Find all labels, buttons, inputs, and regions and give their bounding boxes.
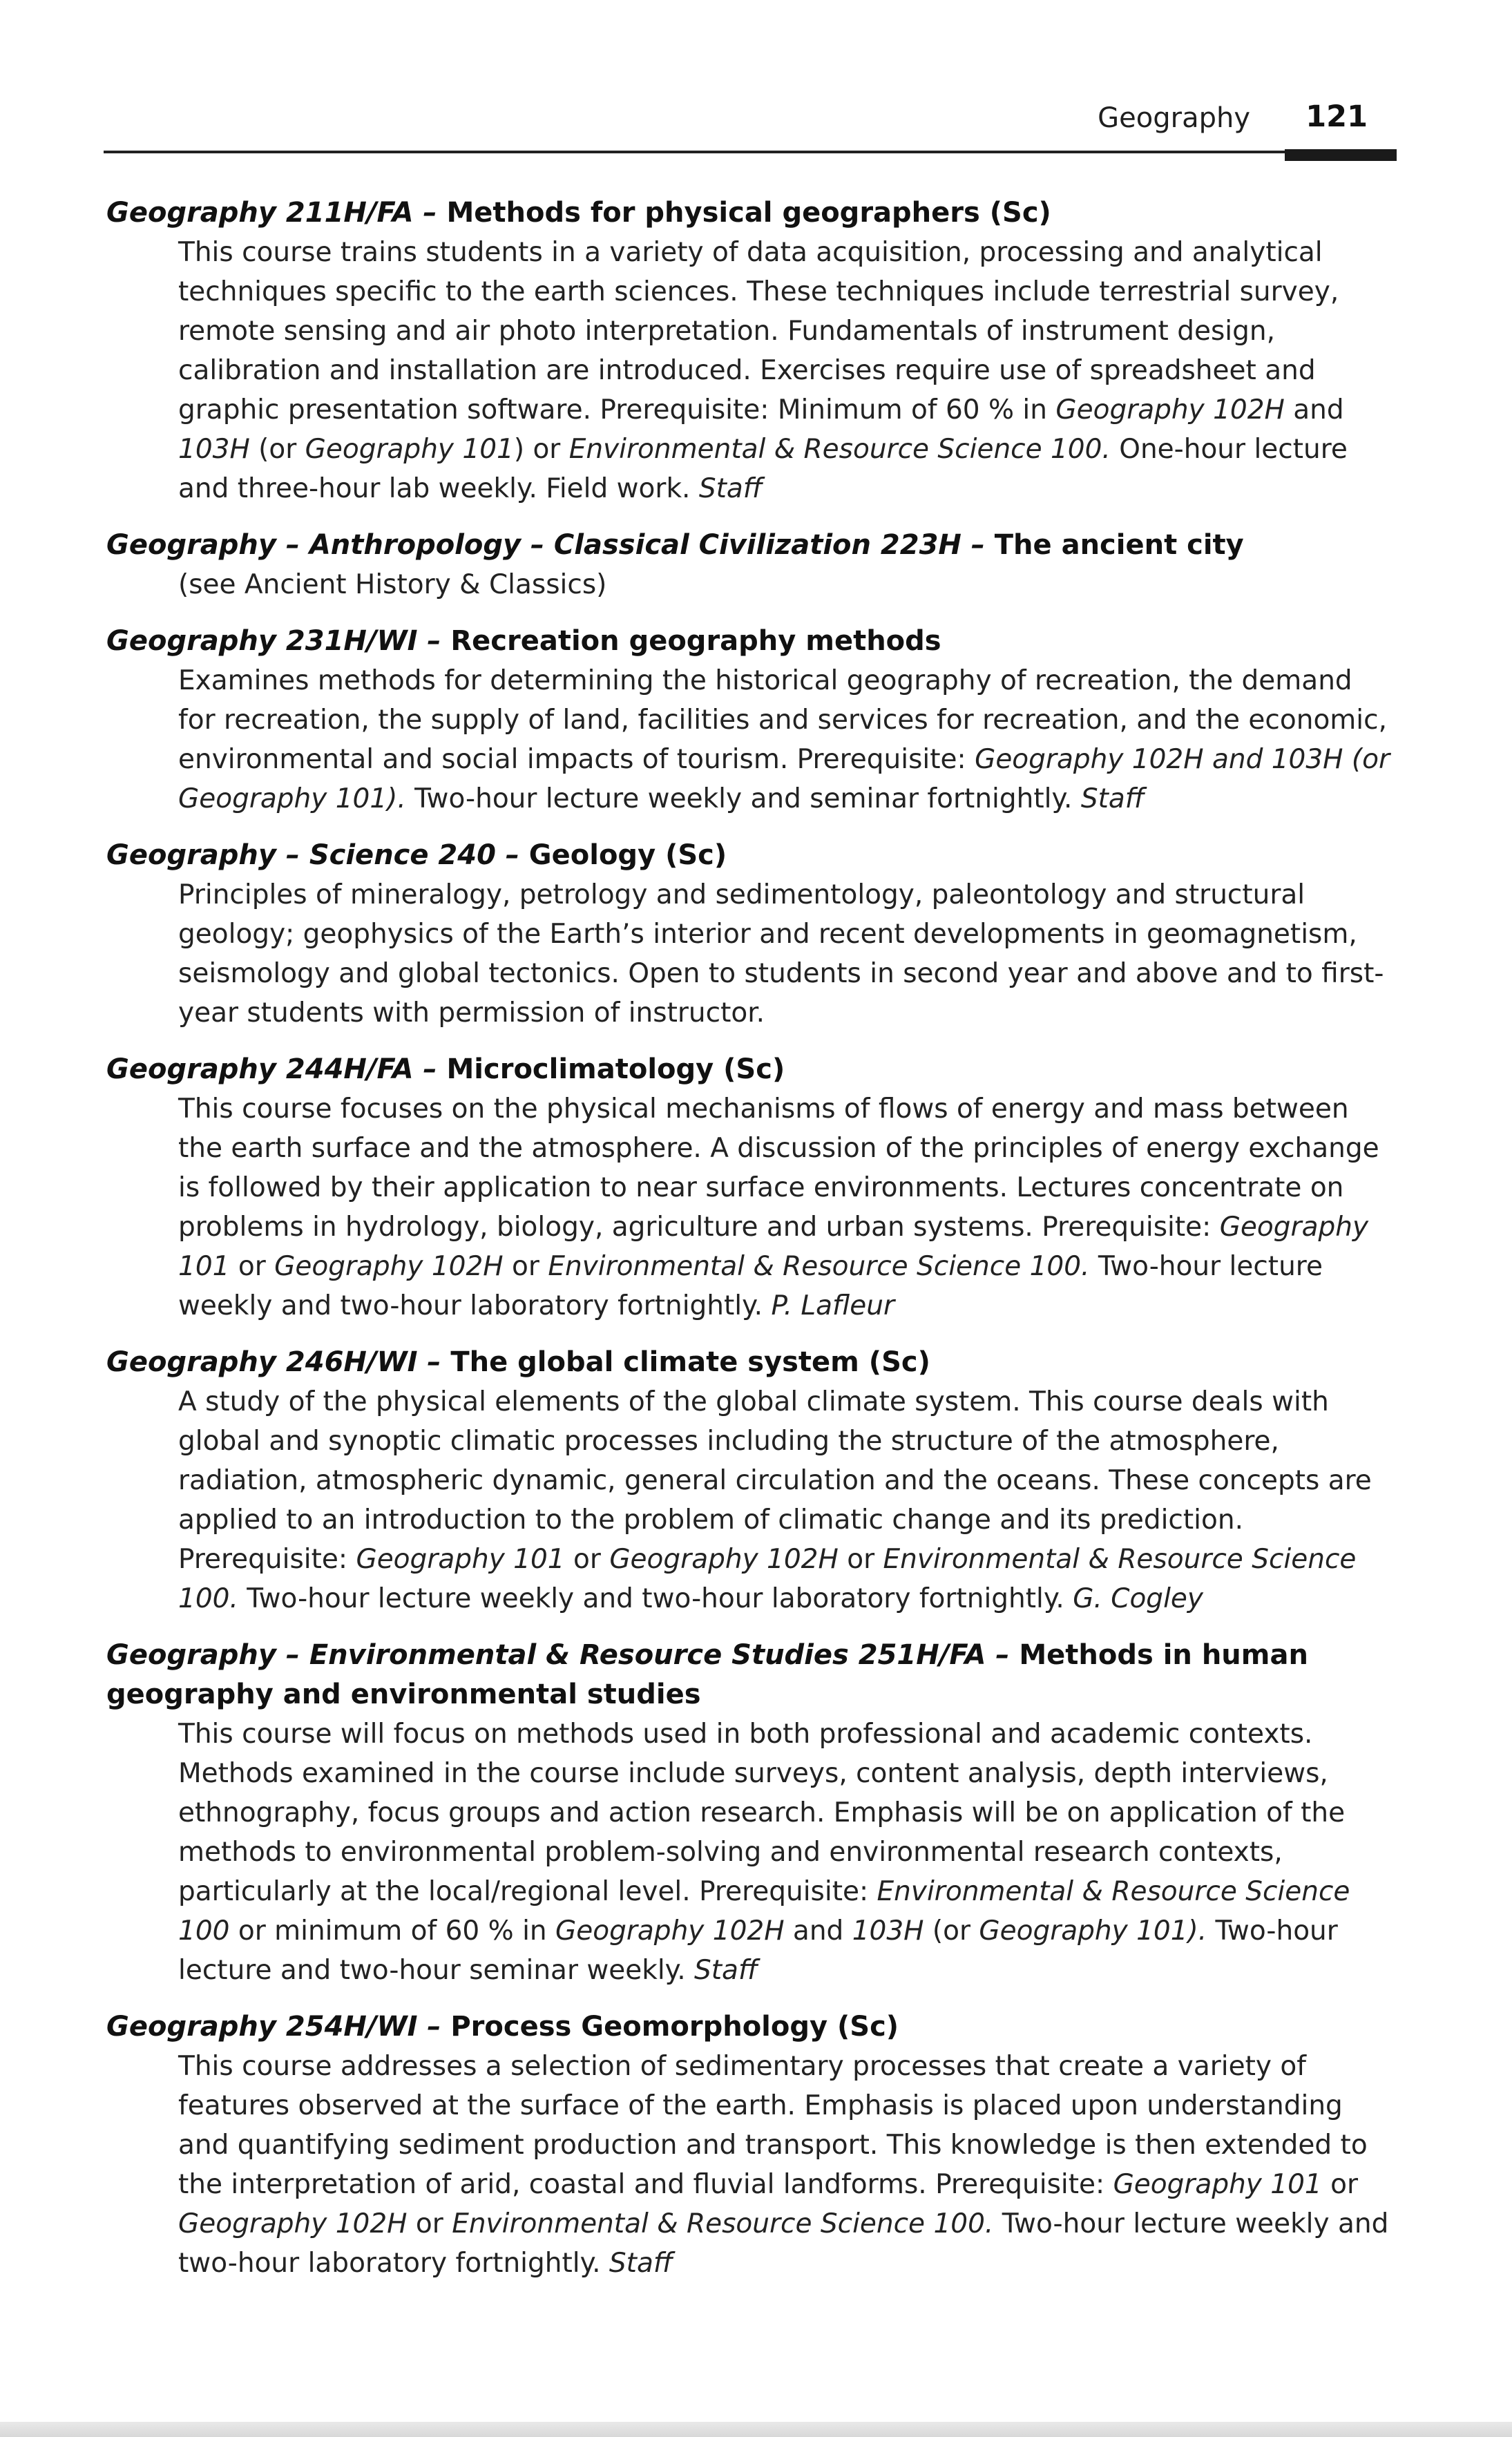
course-list	[106, 193, 1391, 2300]
course-description	[178, 565, 1391, 604]
course-reference: Staff	[694, 1955, 758, 1986]
course-reference: Environmental & Resource Science 100	[178, 1876, 1350, 1947]
description-text: Two-hour lecture weekly and two-hour laboratory fortnightly.	[238, 1583, 1073, 1614]
course-entry	[106, 2007, 1391, 2283]
course-code: Geography 231H/WI –	[106, 625, 441, 657]
course-code: Geography 244H/FA –	[106, 1053, 437, 1085]
course-code: Geography – Science 240 –	[106, 839, 519, 871]
course-reference: Staff	[1080, 783, 1145, 814]
course-code: Geography – Environmental & Resource Studies 251H/FA –	[106, 1639, 1010, 1671]
description-text: or	[229, 1251, 275, 1282]
description-text: (or	[249, 434, 305, 465]
course-entry	[106, 1636, 1391, 1990]
course-reference: Geography 101	[305, 434, 514, 465]
course-reference: Geography 102H	[274, 1251, 504, 1282]
course-description	[178, 1714, 1391, 1990]
description-text: This course trains students in a variety of data acquisition, processing and analytical techniques specific to the earth sciences. These techniques include terrestrial survey, remote sensing and air photo interpretation. Fundamentals of instrument design, calibration and installation are introduced. Exercises require use of spreadsheet and graphic presentation software. Prerequisite: Minimum of 60 % in	[178, 237, 1339, 426]
description-text: Two-hour lecture weekly and two-hour laboratory fortnightly.	[178, 2208, 1389, 2279]
course-reference: G. Cogley	[1073, 1583, 1203, 1614]
course-entry	[106, 193, 1391, 508]
course-heading	[106, 2007, 1391, 2047]
course-code: Geography – Anthropology – Classical Civilization 223H –	[106, 529, 985, 561]
course-reference: P. Lafleur	[771, 1290, 894, 1321]
description-text: One-hour lecture and three-hour lab weekly. Field work.	[178, 434, 1348, 504]
course-reference: Geography 102H and 103H (or Geography 101).	[178, 744, 1390, 814]
course-reference: Geography 101	[1113, 2169, 1322, 2200]
course-title: The global climate system (Sc)	[450, 1346, 930, 1378]
description-text: Principles of mineralogy, petrology and sedimentology, paleontology and structural geology; geophysics of the Earth’s interior and recent developments in geomagnetism, seismology and global tectonics. Open to students in second year and above and to first-year students with permission of instructor.	[178, 879, 1384, 1029]
course-entry	[106, 526, 1391, 604]
course-heading	[106, 1050, 1391, 1089]
page-bottom-edge	[0, 2422, 1512, 2437]
course-description	[178, 875, 1391, 1033]
course-reference: Environmental & Resource Science 100.	[452, 2208, 994, 2239]
course-reference: 103H	[852, 1915, 924, 1947]
course-reference: Geography 102H	[555, 1915, 785, 1947]
course-heading	[106, 193, 1391, 233]
course-heading	[106, 526, 1391, 565]
course-reference: Geography 102H	[178, 2208, 408, 2239]
description-text: This course will focus on methods used in both professional and academic contexts. Methods examined in the course include surveys, content analysis, depth interviews, ethnography, focus groups and action research. Emphasis will be on application of the methods to environmental problem-solving and environmental research contexts, particularly at the local/regional level. Prerequisite:	[178, 1719, 1346, 1907]
description-text: and	[784, 1915, 852, 1947]
course-reference: Staff	[609, 2248, 673, 2279]
course-heading	[106, 1636, 1391, 1714]
course-code: Geography 246H/WI –	[106, 1346, 441, 1378]
description-text: Two-hour lecture weekly and two-hour laboratory fortnightly.	[178, 1251, 1323, 1321]
description-text: Two-hour lecture and two-hour seminar weekly.	[178, 1915, 1338, 1986]
description-text: and	[1284, 394, 1344, 426]
page-number: 121	[1305, 99, 1368, 134]
description-text: or	[838, 1544, 883, 1575]
running-head	[106, 97, 1395, 142]
course-reference: Geography 102H	[609, 1544, 839, 1575]
course-heading	[106, 622, 1391, 661]
description-text: Two-hour lecture weekly and seminar fortnightly.	[405, 783, 1081, 814]
description-text: or	[503, 1251, 548, 1282]
course-code: Geography 254H/WI –	[106, 2011, 441, 2043]
description-text: (see Ancient History & Classics)	[178, 569, 607, 600]
course-title: Methods for physical geographers (Sc)	[446, 197, 1051, 229]
course-entry	[106, 622, 1391, 819]
course-description	[178, 233, 1391, 508]
course-reference: Geography 102H	[1055, 394, 1285, 426]
course-title: Process Geomorphology (Sc)	[450, 2011, 899, 2043]
course-title: Recreation geography methods	[450, 625, 941, 657]
course-title: Methods in human geography and environmental studies	[106, 1639, 1308, 1710]
course-entry	[106, 1050, 1391, 1326]
course-description	[178, 661, 1391, 819]
course-reference: Staff	[698, 473, 763, 504]
description-text: ) or	[513, 434, 569, 465]
description-text: or	[407, 2208, 452, 2239]
description-text: A study of the physical elements of the global climate system. This course deals with global and synoptic climatic processes including the structure of the atmosphere, radiation, atmospheric dynamic, general circulation and the oceans. These concepts are applied to an introduction to the problem of climatic change and its prediction. Prerequisite:	[178, 1386, 1372, 1575]
header-rule	[104, 151, 1397, 153]
description-text: This course addresses a selection of sedimentary processes that create a variety of features observed at the surface of the earth. Emphasis is placed upon understanding and quantifying sediment production and transport. This knowledge is then extended to the interpretation of arid, coastal and fluvial landforms. Prerequisite:	[178, 2051, 1368, 2200]
course-reference: Geography 101).	[979, 1915, 1207, 1947]
course-reference: Environmental & Resource Science 100.	[568, 434, 1111, 465]
header-rule-tab	[1285, 149, 1397, 161]
course-title: Geology (Sc)	[528, 839, 727, 871]
description-text: (or	[924, 1915, 979, 1947]
course-reference: Geography 101	[178, 1212, 1369, 1282]
course-description	[178, 2047, 1391, 2283]
description-text: Examines methods for determining the historical geography of recreation, the demand for recreation, the supply of land, facilities and services for recreation, and the economic, environmental and social impacts of tourism. Prerequisite:	[178, 665, 1387, 775]
running-head-section: Geography	[1098, 102, 1250, 134]
description-text: or	[564, 1544, 610, 1575]
course-entry	[106, 1343, 1391, 1618]
description-text: or minimum of 60 % in	[229, 1915, 556, 1947]
course-title: The ancient city	[994, 529, 1244, 561]
course-heading	[106, 1343, 1391, 1382]
description-text: This course focuses on the physical mechanisms of flows of energy and mass between the earth surface and the atmosphere. A discussion of the principles of energy exchange is followed by their application to near surface environments. Lectures concentrate on problems in hydrology, biology, agriculture and urban systems. Prerequisite:	[178, 1093, 1379, 1243]
description-text: or	[1321, 2169, 1359, 2200]
course-reference: 103H	[178, 434, 250, 465]
course-description	[178, 1382, 1391, 1618]
course-reference: Geography 101	[356, 1544, 565, 1575]
course-title: Microclimatology (Sc)	[446, 1053, 785, 1085]
course-reference: Environmental & Resource Science 100.	[548, 1251, 1090, 1282]
course-description	[178, 1089, 1391, 1326]
course-code: Geography 211H/FA –	[106, 197, 437, 229]
course-heading	[106, 836, 1391, 875]
course-entry	[106, 836, 1391, 1033]
course-reference: Environmental & Resource Science 100.	[178, 1544, 1357, 1614]
